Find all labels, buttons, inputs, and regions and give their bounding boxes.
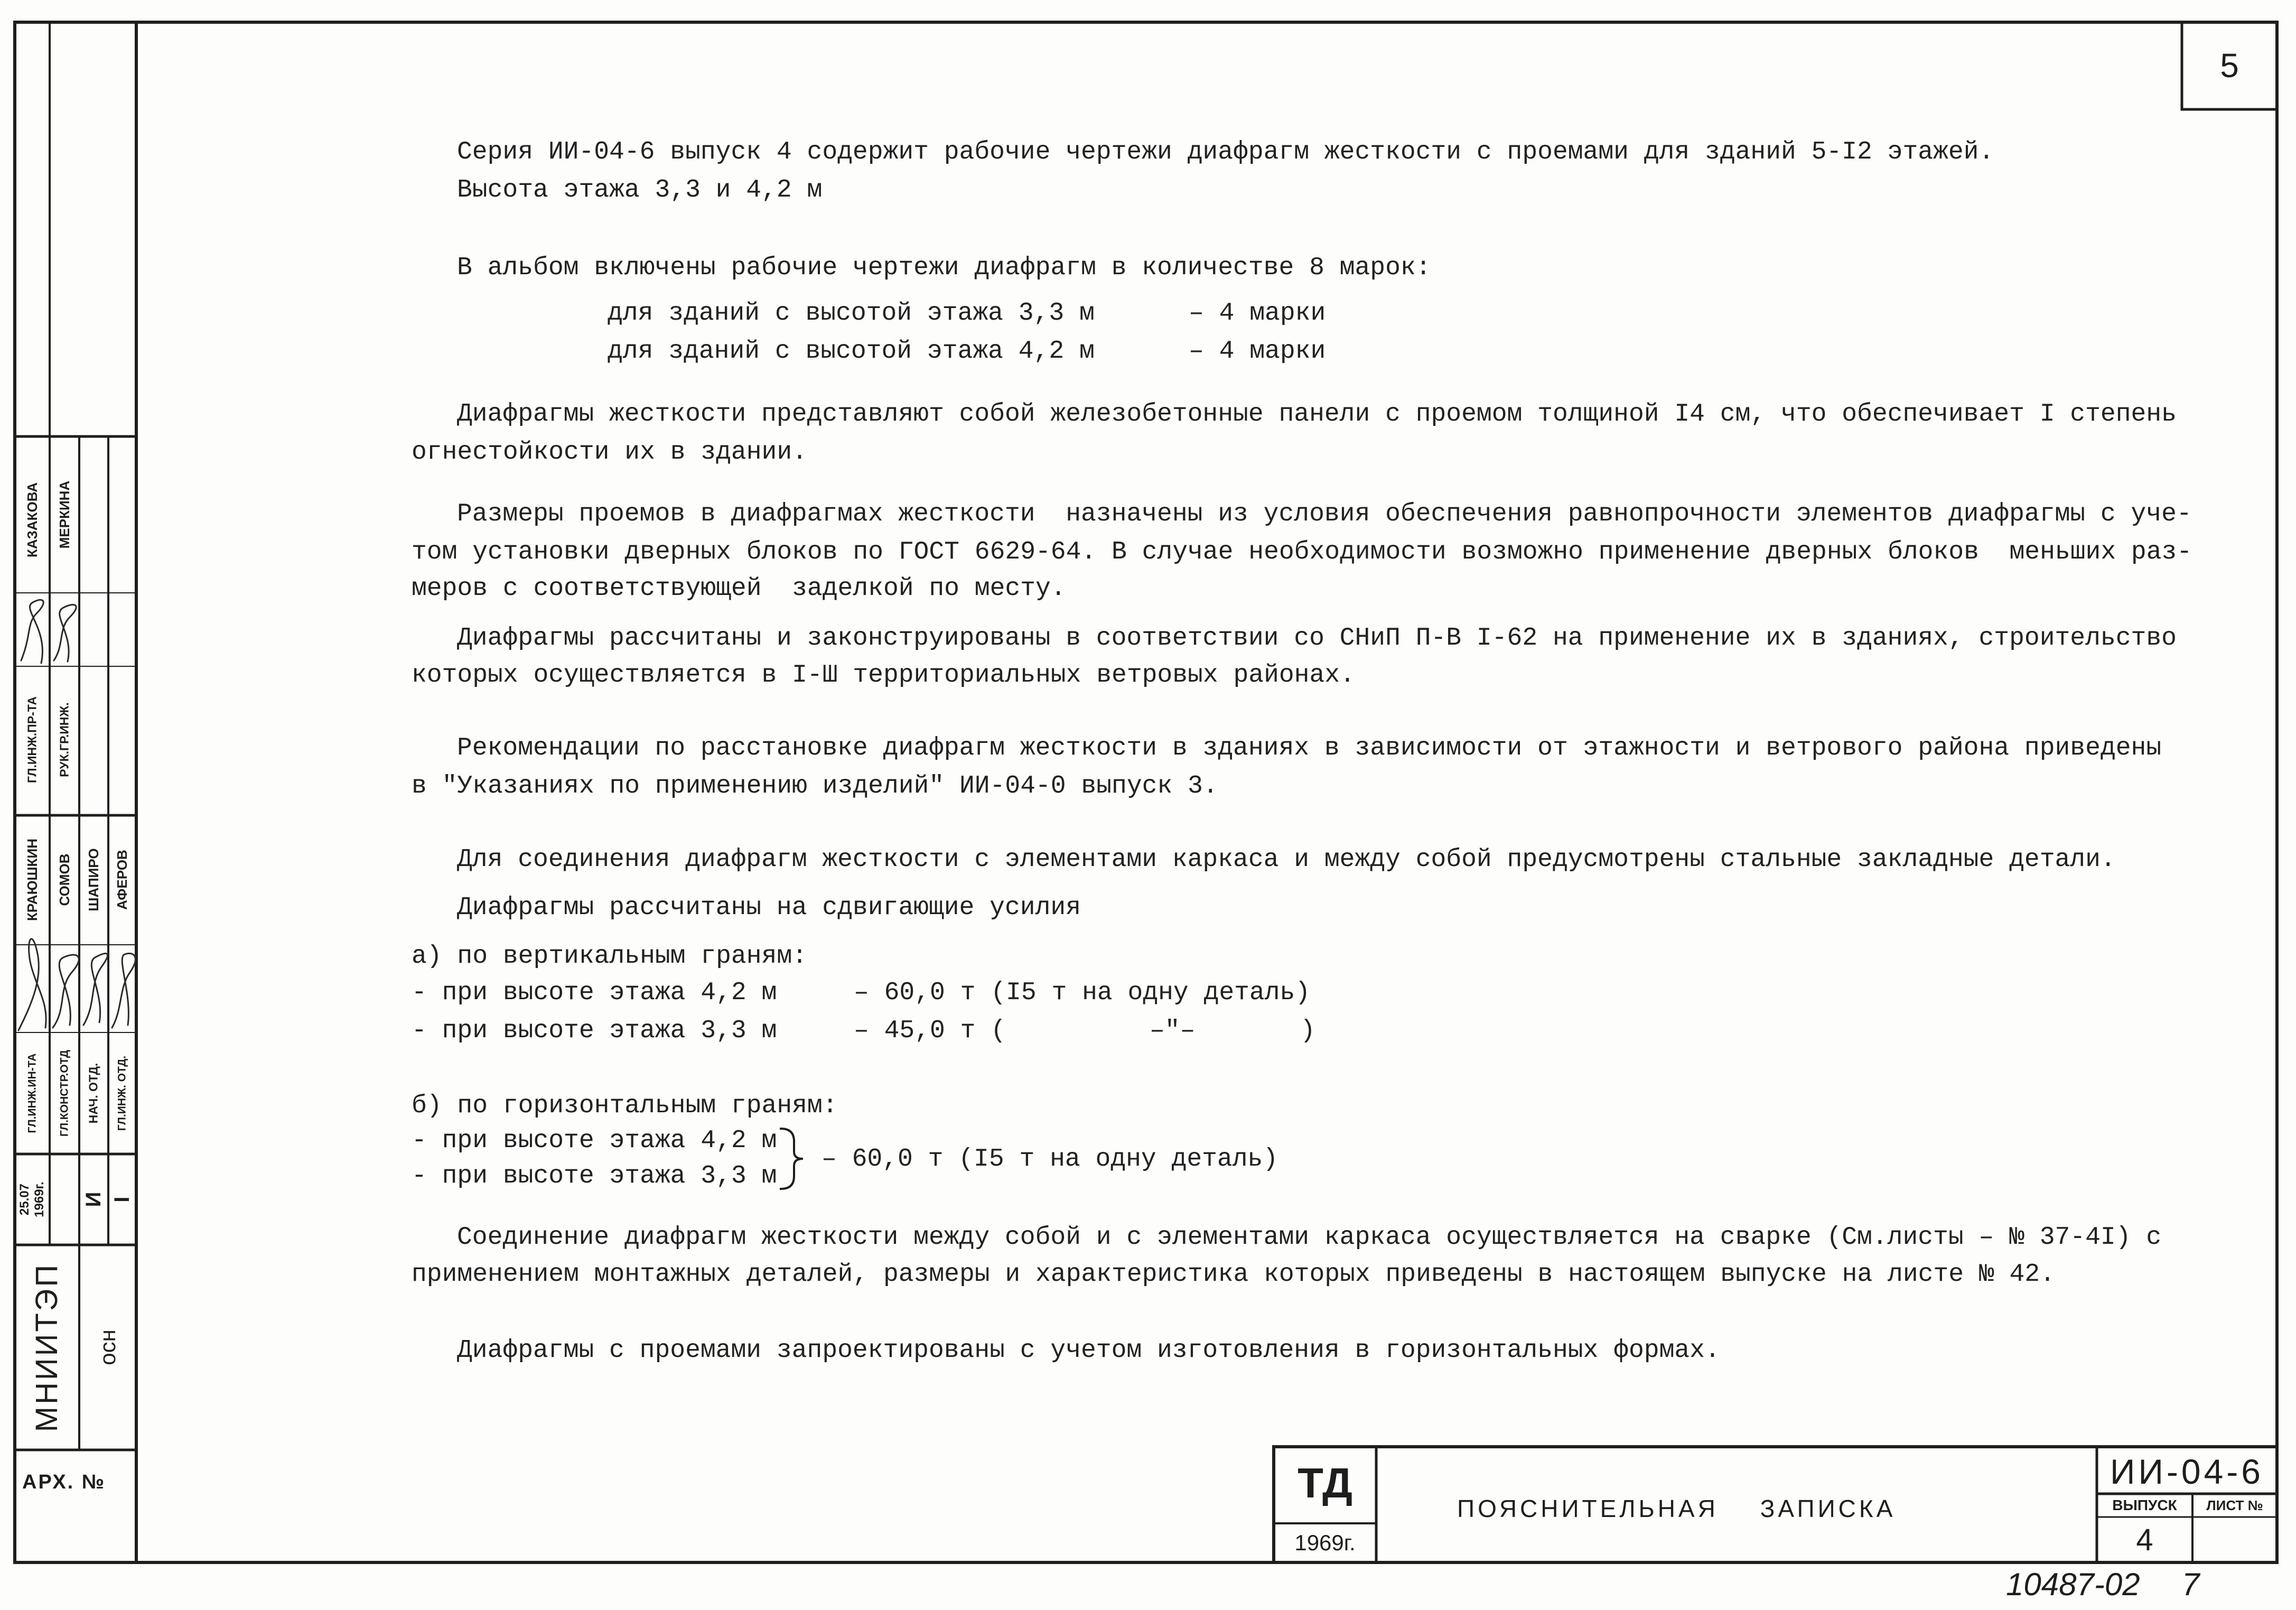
openings-line-3: меров с соответствующей заделкой по месту. — [412, 574, 1066, 603]
stamp-role: ГЛ.КОНСТР.ОТД — [58, 1049, 71, 1137]
horizontal-row-label: - при высоте этажа 4,2 м — [412, 1127, 777, 1155]
album-item-count: – 4 марки — [1189, 299, 1326, 328]
embedded-parts-line: Для соединения диафрагм жесткости с элементами каркаса и между собой предусмотрены стальные закладные детали. — [457, 845, 2116, 874]
issue-number: 4 — [2136, 1523, 2153, 1557]
vertical-faces-heading: а) по вертикальным граням: — [412, 942, 807, 971]
vertical-row-label: - при высоте этажа 4,2 м — [412, 979, 777, 1007]
design-line-2: которых осуществляется в I-Ш территориальных ветровых районах. — [412, 661, 1355, 690]
ditto-mark: –"– — [1150, 1017, 1196, 1045]
signature — [54, 604, 76, 662]
stamp-name: КРАЮШКИН — [24, 839, 40, 921]
stamp-role-top: РУК.ГР.ИНЖ. — [57, 702, 71, 777]
openings-line-1: Размеры проемов в диафрагмах жесткости назначены из условия обеспечения равнопрочности элементов диафрагмы с уче- — [457, 500, 2192, 528]
title-block-code: ТД — [1298, 1459, 1352, 1506]
design-line-1: Диафрагмы рассчитаны и законструированы в соответствии со СНиП П-В I-62 на применение их в зданиях, строительство — [457, 624, 2177, 653]
horizontal-row-value: – 60,0 т (I5 т на одну деталь) — [822, 1145, 1278, 1174]
openings-line-2: том установки дверных блоков по ГОСТ 6629-64. В случае необходимости возможно применение дверных блоков меньших раз- — [412, 538, 2192, 566]
document-title: ПОЯСНИТЕЛЬНАЯ ЗАПИСКА — [1457, 1495, 1896, 1522]
signature — [83, 954, 108, 1025]
signature — [53, 955, 79, 1028]
album-item-label: для зданий с высотой этажа 3,3 м — [608, 299, 1095, 328]
vertical-row-value: – 60,0 т (I5 т на одну деталь) — [854, 979, 1311, 1007]
stamp-mark: I — [110, 1196, 134, 1203]
page-number: 5 — [2220, 46, 2239, 85]
sheet-label: ЛИСТ № — [2206, 1497, 2263, 1513]
vertical-row-label: - при высоте этажа 3,3 м — [412, 1017, 777, 1045]
archive-number-label: АРХ. № — [22, 1471, 106, 1493]
stamp-role: НАЧ. ОТД. — [86, 1063, 100, 1124]
recommendations-line-1: Рекомендации по расстановке диафрагм жесткости в зданиях в зависимости от этажности и ветрового района приведены — [457, 734, 2162, 762]
handwritten-sheet: 7 — [2182, 1567, 2200, 1602]
stamp-date-day: 25.07 — [17, 1183, 32, 1216]
stamp-name: АФЕРОВ — [114, 850, 130, 910]
stamp-role-top: ГЛ.ИНЖ.ПР-ТА — [25, 696, 39, 784]
horizontal-row-label: - при высоте этажа 3,3 м — [412, 1162, 777, 1190]
stamp-role: ГЛ.ИНЖ.ИН-ТА — [26, 1053, 39, 1133]
stamp-role: ГЛ.ИНЖ. ОТД. — [116, 1055, 128, 1131]
series-code: ИИ-04-6 — [2110, 1452, 2264, 1491]
intro-line-2: Высота этажа 3,3 и 4,2 м — [457, 176, 823, 204]
stamp-date — [17, 1181, 47, 1217]
forces-lead: Диафрагмы рассчитаны на сдвигающие усилия — [457, 894, 1081, 922]
stamp-name-top: МЕРКИНА — [57, 480, 72, 549]
vertical-row-value: – 45,0 т ( — [854, 1017, 1006, 1045]
fire-resistance-line-2: огнестойкости их в здании. — [412, 438, 807, 467]
stamp-date-year: 1969г. — [32, 1181, 46, 1217]
signature — [18, 939, 46, 1030]
stamp-name: ШАПИРО — [86, 848, 101, 911]
title-block-year: 1969г. — [1294, 1530, 1356, 1555]
manufacturing-line: Диафрагмы с проемами запроектированы с учетом изготовления в горизонтальных формах. — [457, 1336, 1720, 1365]
organization-name: МНИИТЭП — [30, 1262, 64, 1432]
signature — [112, 953, 135, 1028]
issue-label: ВЫПУСК — [2112, 1497, 2177, 1513]
album-lead: В альбом включены рабочие чертежи диафрагм в количестве 8 марок: — [457, 254, 1431, 282]
album-item-label: для зданий с высотой этажа 4,2 м — [608, 337, 1095, 366]
welding-line-1: Соединение диафрагм жесткости между собой и с элементами каркаса осуществляется на сварке (См.листы – № 37-4I) с — [457, 1223, 2162, 1252]
intro-line-1: Серия ИИ-04-6 выпуск 4 содержит рабочие чертежи диафрагм жесткости с проемами для зданий 5-I2 этажей. — [457, 138, 1994, 166]
stamp-name: СОМОВ — [57, 853, 72, 906]
brace — [781, 1129, 803, 1189]
stamp-mark: И — [82, 1192, 105, 1207]
handwritten-registration: 10487-02 — [2006, 1567, 2140, 1602]
album-item-count: – 4 марки — [1189, 337, 1326, 366]
stamp-name-top: КАЗАКОВА — [24, 482, 40, 558]
closing-parenthesis: ) — [1300, 1017, 1315, 1045]
recommendations-line-2: в "Указаниях по применению изделий" ИИ-04-0 выпуск 3. — [412, 772, 1218, 801]
signature — [21, 600, 43, 663]
horizontal-faces-heading: б) по горизонтальным граням: — [412, 1092, 838, 1120]
welding-line-2: применением монтажных деталей, размеры и характеристика которых приведены в настоящем выпуске на листе № 42. — [412, 1260, 2055, 1289]
stamp-section: осн — [95, 1329, 120, 1365]
fire-resistance-line-1: Диафрагмы жесткости представляют собой железобетонные панели с проемом толщиной I4 см, что обеспечивает I степень — [457, 400, 2177, 429]
